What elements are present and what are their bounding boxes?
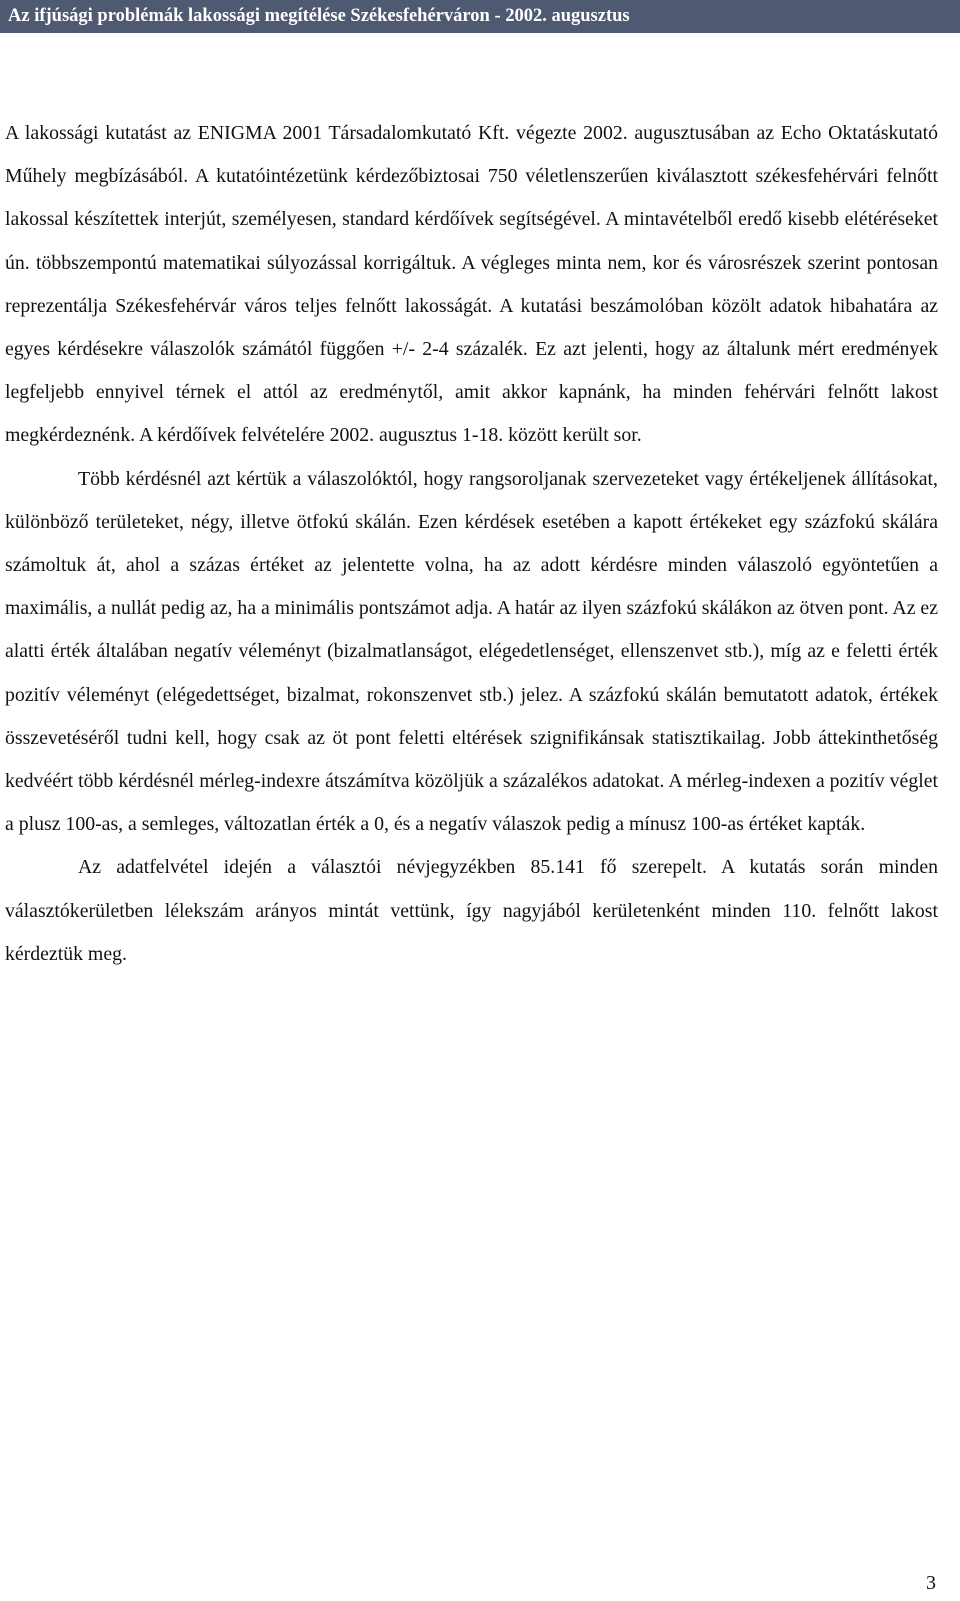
page-number: 3 [926,1572,936,1594]
paragraph-methodology: A lakossági kutatást az ENIGMA 2001 Társadalomkutató Kft. végezte 2002. augusztusában az Echo Oktatáskutató Műhely megbízásából. A kutatóintézetünk kérdezőbiztosai 750 véletlenszerűen kiválasztott székesfehérvári felnőtt lakossal készítettek interjút, személyesen, standard kérdőívek segítségével. A mintavételből eredő kisebb elétéréseket ún. többszempontú matematikai súlyozással korrigáltuk. A végleges minta nem, kor és városrészek szerint pontosan reprezentálja Székesfehérvár város teljes felnőtt lakosságát. A kutatási beszámolóban közölt adatok hibahatára az egyes kérdésekre válaszolók számától függően +/- 2-4 százalék. Ez azt jelenti, hogy az általunk mért eredmények legfeljebb ennyivel térnek el attól az eredménytől, amit akkor kapnánk, ha minden fehérvári felnőtt lakost megkérdeznénk. A kérdőívek felvételére 2002. augusztus 1-18. között került sor. [5,122,938,447]
paragraph-sample: Az adatfelvétel idején a választói névjegyzékben 85.141 fő szerepelt. A kutatás során minden választókerületben lélekszám arányos mintát vettünk, így nagyjából kerületenként minden 110. felnőtt lakost kérdeztük meg. [5,856,938,965]
document-body [5,112,938,976]
document-header [0,0,960,33]
paragraph-scale: Több kérdésnél azt kértük a válaszolóktól, hogy rangsoroljanak szervezeteket vagy értékeljenek állításokat, különböző területeket, négy, illetve ötfokú skálán. Ezen kérdések esetében a kapott értékeket egy százfokú skálára számoltuk át, ahol a százas értéket az jelentette volna, ha az adott kérdésre minden válaszoló egyöntetűen a maximális, a nullát pedig az, ha a minimális pontszámot adja. A határ az ilyen százfokú skálákon az ötven pont. Az ez alatti érték általában negatív véleményt (bizalmatlanságot, elégedetlenséget, ellenszenvet stb.), míg az e feletti érték pozitív véleményt (elégedettséget, bizalmat, rokonszenvet stb.) jelez. A százfokú skálán bemutatott adatok, értékek összevetéséről tudni kell, hogy csak az öt pont feletti eltérések szignifikánsak statisztikailag. Jobb áttekinthetőség kedvéért több kérdésnél mérleg-indexre átszámítva közöljük a százalékos adatokat. A mérleg-indexen a pozitív véglet a plusz 100-as, a semleges, változatlan érték a 0, és a negatív válaszok pedig a mínusz 100-as értéket kapták. [5,467,938,836]
header-title: Az ifjúsági problémák lakossági megítélése Székesfehérváron - 2002. augusztus [8,6,630,26]
